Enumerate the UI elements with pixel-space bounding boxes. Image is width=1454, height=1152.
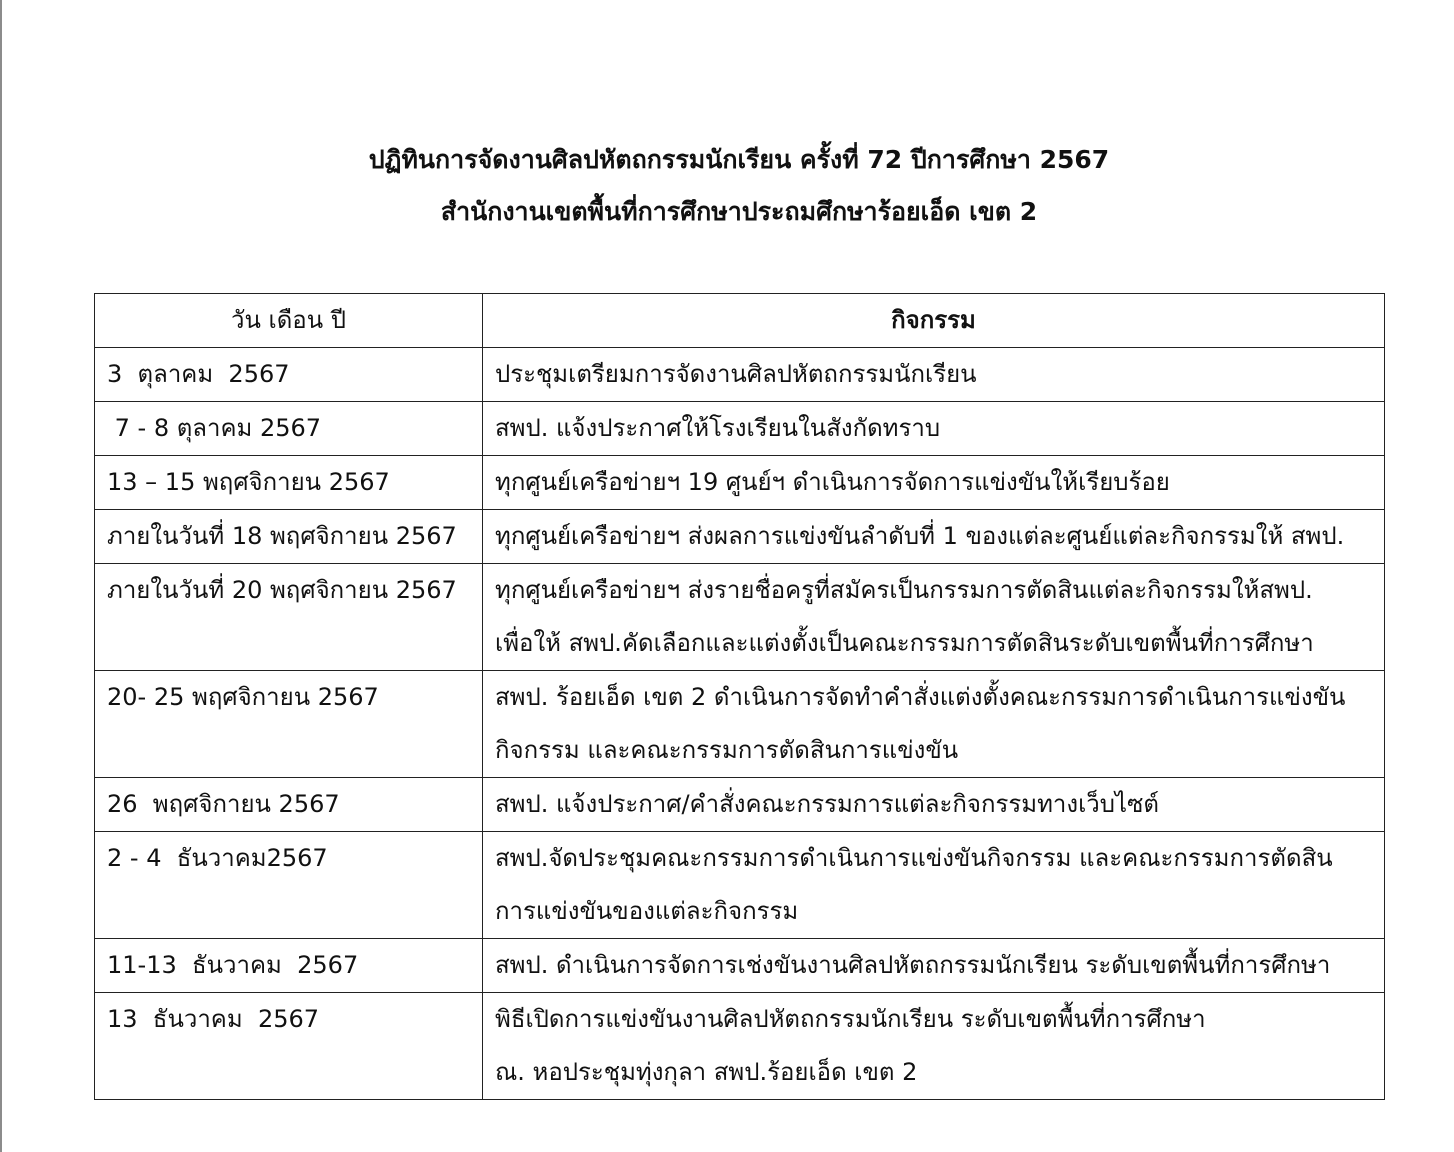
activity-text-line: ทุกศูนย์เครือข่ายฯ ส่งรายชื่อครูที่สมัครเป็นกรรมการตัดสินแต่ละกิจกรรมให้สพป. — [495, 576, 1313, 604]
table-row — [95, 832, 1385, 939]
activity-text-line: สพป. ร้อยเอ็ด เขต 2 ดำเนินการจัดทำคำสั่งแต่งตั้งคณะกรรมการดำเนินการแข่งขัน — [495, 683, 1346, 711]
activity-cell — [483, 564, 1385, 671]
activity-text-line: ทุกศูนย์เครือข่ายฯ ส่งผลการแข่งขันลำดับที่ 1 ของแต่ละศูนย์แต่ละกิจกรรมให้ สพป. — [495, 522, 1345, 550]
schedule-table-body — [95, 348, 1385, 1100]
activity-cell — [483, 939, 1385, 993]
activity-cell — [483, 456, 1385, 510]
date-cell: 2 - 4 ธันวาคม2567 — [95, 832, 483, 939]
table-header-row — [95, 294, 1385, 348]
date-cell: ภายในวันที่ 20 พฤศจิกายน 2567 — [95, 564, 483, 671]
date-cell: 26 พฤศจิกายน 2567 — [95, 778, 483, 832]
date-cell: 11-13 ธันวาคม 2567 — [95, 939, 483, 993]
activity-text-line: การแข่งขันของแต่ละกิจกรรม — [495, 897, 799, 925]
activity-text-line: เพื่อให้ สพป.คัดเลือกและแต่งตั้งเป็นคณะกรรมการตัดสินระดับเขตพื้นที่การศึกษา — [495, 629, 1314, 657]
date-column-header: วัน เดือน ปี — [95, 294, 483, 348]
activity-cell — [483, 832, 1385, 939]
date-cell: 3 ตุลาคม 2567 — [95, 348, 483, 402]
activity-text-line: สพป. แจ้งประกาศ/คำสั่งคณะกรรมการแต่ละกิจกรรมทางเว็บไซต์ — [495, 790, 1159, 818]
document-subtitle: สำนักงานเขตพื้นที่การศึกษาประถมศึกษาร้อยเอ็ด เขต 2 — [440, 197, 1038, 226]
activity-cell — [483, 993, 1385, 1100]
date-cell: 13 ธันวาคม 2567 — [95, 993, 483, 1100]
activity-cell — [483, 510, 1385, 564]
activity-cell — [483, 348, 1385, 402]
activity-text-line: สพป.จัดประชุมคณะกรรมการดำเนินการแข่งขันกิจกรรม และคณะกรรมการตัดสิน — [495, 844, 1333, 872]
table-row — [95, 778, 1385, 832]
table-row — [95, 510, 1385, 564]
table-row — [95, 939, 1385, 993]
table-row — [95, 564, 1385, 671]
activity-cell — [483, 671, 1385, 778]
page-left-border — [0, 0, 2, 1152]
activity-text-line: ทุกศูนย์เครือข่ายฯ 19 ศูนย์ฯ ดำเนินการจัดการแข่งขันให้เรียบร้อย — [495, 468, 1170, 496]
activity-text-line: พิธีเปิดการแข่งขันงานศิลปหัตถกรรมนักเรียน ระดับเขตพื้นที่การศึกษา — [495, 1005, 1206, 1033]
table-row — [95, 993, 1385, 1100]
table-row — [95, 402, 1385, 456]
activity-text-line: สพป. ดำเนินการจัดการเช่งขันงานศิลปหัตถกรรมนักเรียน ระดับเขตพื้นที่การศึกษา — [495, 951, 1331, 979]
activity-cell — [483, 402, 1385, 456]
date-cell: ภายในวันที่ 18 พฤศจิกายน 2567 — [95, 510, 483, 564]
activity-text-line: สพป. แจ้งประกาศให้โรงเรียนในสังกัดทราบ — [495, 414, 941, 442]
table-row — [95, 671, 1385, 778]
document-title: ปฏิทินการจัดงานศิลปหัตถกรรมนักเรียน ครั้งที่ 72 ปีการศึกษา 2567 — [368, 145, 1110, 174]
date-cell: 20- 25 พฤศจิกายน 2567 — [95, 671, 483, 778]
date-cell: 7 - 8 ตุลาคม 2567 — [95, 402, 483, 456]
table-row — [95, 456, 1385, 510]
table-row — [95, 348, 1385, 402]
activity-text-line: ประชุมเตรียมการจัดงานศิลปหัตถกรรมนักเรียน — [495, 360, 977, 388]
date-cell: 13 – 15 พฤศจิกายน 2567 — [95, 456, 483, 510]
activity-text-line: ณ. หอประชุมทุ่งกุลา สพป.ร้อยเอ็ด เขต 2 — [495, 1058, 918, 1086]
activity-column-header: กิจกรรม — [483, 294, 1385, 348]
activity-cell — [483, 778, 1385, 832]
activity-text-line: กิจกรรม และคณะกรรมการตัดสินการแข่งขัน — [495, 736, 959, 764]
schedule-table — [94, 293, 1385, 1100]
